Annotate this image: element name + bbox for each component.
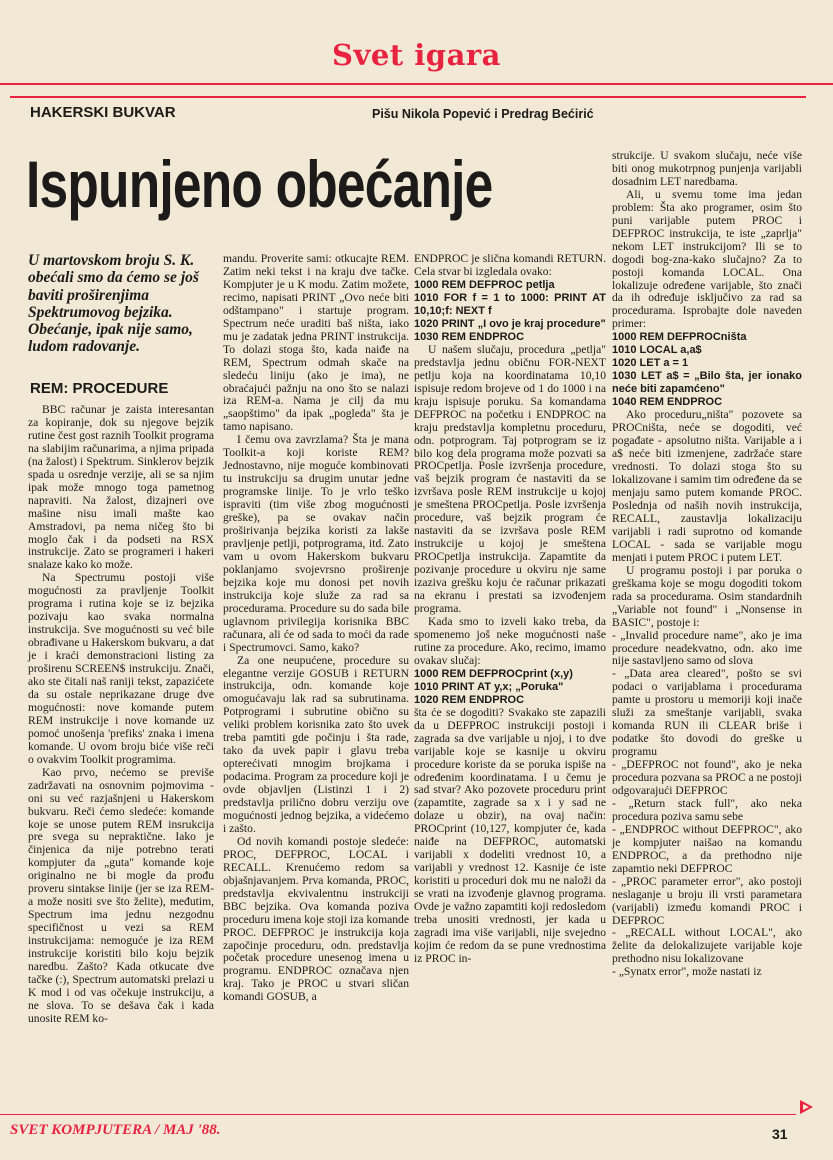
error-item: - „PROC parameter error", ako postoji neslaganje u broju ili vrsti parametara (varijabli) između komandi PROC i DEFPROC [612, 874, 802, 927]
code-listing-line: 1000 REM DEFPROCprint (x,y) [414, 667, 573, 680]
paragraph: Ako proceduru„ništa" pozovete sa PROCništa, neće se dogoditi, već pogađate - apsolutno ništa. Varijable a i a$ neće biti izmenjene, zadržaće stare vrednosti. To dolazi stoga što su lokalizovane i samim tim određene da se menjaju samo putem komande PROC. Poslednja od naših novih instrukcija, RECALL, zaustavlja lokalizaciju varijabli i radi suprotno od komande LOCAL - sada se varijable mogu menjati i putem PROC i putem LET. [612, 408, 802, 564]
error-item: - „Synatx error", može nastati iz [612, 965, 762, 979]
paragraph: mandu. Proverite sami: otkucajte REM. Zatim neki tekst i na kraju dve tačke. Kompjuter je u K modu. Zatim možete, recimo, napisati PRINT „Ovo neće biti odštampano" i startuje program. Spectrum neće uraditi baš ništa, iako mu je zadatak jedna PRINT instrukcija. To dolazi stoga što, kada naiđe na REM, Spectrum odmah skače na sledeću liniju (ako je ima), ne obraćajući pažnju na ono što se nalazi iza REM-a. Nama je cilj da mu „saopštimo" da ipak „pogleda" šta je tamo napisano. [223, 252, 409, 434]
code-listing-line: 1000 REM DEFPROCništa [612, 331, 747, 344]
error-item: - „Data area cleared", pošto se svi podaci o varijablama i procedurama pamte u prostoru u memoriji koji inače služi za smeštanje varijabli, svaka komanda RUN ili CLEAR briše i podatke što dovodi do greške u programu [612, 667, 802, 759]
footer-magazine: SVET KOMPJUTERA / MAJ '88. [10, 1122, 221, 1138]
paragraph: U programu postoji i par poruka o greškama koje se mogu dogoditi tokom rada sa procedurama. Osim standardnih „Variable not found" i „Nonsense in BASIC", postoje i: [612, 563, 802, 629]
author-byline: Pišu Nikola Popević i Predrag Bećirić [372, 107, 594, 121]
code-listing-line: 1000 REM DEFPROC petlja [414, 278, 555, 291]
paragraph: strukcije. U svakom slučaju, neće više biti onog mukotrpnog punjenja varijabli dosadnim LET naredbama. [612, 149, 802, 188]
subheading: REM: PROCEDURE [30, 380, 169, 397]
paragraph: I čemu ova zavrzlama? Šta je mana Toolkit-a koji koriste REM? Jednostavno, nije moguće kombinovati tu instrukciju sa drugim unutar jedne programske linije. To je vrlo teško ispraviti (tim više zbog mogućnosti greške), pa se ovakav način proširivanja bejzika koristi za lakše pravljenje petlji, potprograma, itd. Zato vam u ovom Hakerskom bukvaru poklanjamo svojevrsno proširenje bejzika koje mu donosi pet novih instrukcija koje služe za rad sa procedurama. Procedure su do sada bile uglavnom privilegija korisnika BBC računara, ali će od sada to moći da rade i Spectrumovci. Samo, kako? [223, 433, 409, 654]
paragraph: šta će se dogoditi? Svakako ste zapazili da u DEFPROC instrukciji postoji i zagrada sa dve varijable u njoj, i to dve varijable koje se kasnije u okviru procedure koriste da se poruka ispiše na određenim koordinatama. I u čemu je sad stvar? Ako pozovete proceduru print (zapamtite, zagrade sa x i y sad ne dolaze u obzir), na ovaj način: PROCprint (10,127, kompjuter će, kada naiđe na DEFPROC, automatski varijabli x dodeliti vrednost 10, a varijabli y vrednost 12. Kasnije će iste koristiti u proceduri dok mu ne naloži da se vrati na izvođenje glavnog programa. Ovde je važno zapamtiti koji redosledom treba unositi vrednosti, jer kada u zagradi ima više varijabli, nije svejedno kojim će redom da se pune vrednostima iz PROC in- [414, 705, 606, 965]
column-2 [223, 253, 409, 1004]
page-number: 31 [772, 1126, 788, 1142]
code-listing-line: 1020 LET a = 1 [612, 357, 689, 370]
article-title: Ispunjeno obećanje [26, 147, 493, 221]
paragraph: Na Spectrumu postoji više mogućnosti za pravljenje Toolkit programa i rutina koje se iz bejzika pozivaju kao svaka normalna instrukcija. Sve mogućnosti su već bile obrađivane u Hakerskom bukvaru, a dat je i kraći demonstracioni listing za proširenu SCREEN$ instrukciju. Znači, ako ste čitali naš raniji tekst, zapazićete da su ostale neprikazane druge dve mogućnosti: nove komande putem REM instrukcije i nove komande uz pomoć unošenja 'prefiks' znaka i imena komande. U ovom broju biće više reči o ovakvim Toolkit programima. [28, 571, 214, 766]
code-listing-line: 1040 REM ENDPROC [612, 396, 723, 409]
code-listing-line: 1010 FOR f = 1 to 1000: PRINT AT 10,10;f: NEXT f [414, 291, 610, 317]
column-3 [414, 252, 610, 966]
footer-rule [0, 1114, 796, 1115]
rubric-rule-bottom [10, 96, 806, 98]
paragraph: Ali, u svemu tome ima jedan problem: Šta ako programer, osim što puni varijable putem PROC i DEFPROC instrukcija, te iste „zaprlja" nekom LET instrukcijom? Ili se to dogodi bog-zna-kako slučajno? Za to postoji komanda LOCAL. Ona lokalizuje određene varijable, što znači da ih određuje isključivo za rad sa procedurama. Isprobajte dole naveden primer: [612, 187, 802, 331]
error-item: - „RECALL without LOCAL", ako želite da delokalizujete varijable koje prethodno nisu lokalizovane [612, 926, 802, 966]
error-item: - „DEFPROC not found", ako je neka procedura pozvana sa PROC a ne postoji odgovarajući DEFPROC [612, 758, 802, 797]
code-listing-line: 1010 LOCAL a,a$ [612, 344, 702, 357]
paragraph: ENDPROC je slična komandi RETURN. Cela stvar bi izgledala ovako: [414, 252, 606, 278]
paragraph: Kada smo to izveli kako treba, da spomenemo još neke mogućnosti naše rutine za procedure. Ako, recimo, imamo ovakav slučaj: [414, 614, 606, 667]
code-listing-line: 1030 REM ENDPROC [414, 330, 525, 343]
column-4 [612, 149, 806, 979]
code-listing-line: 1030 LET a$ = „Bilo šta, jer ionako neće biti zapamćeno" [612, 370, 806, 396]
paragraph: Od novih komandi postoje sledeće: PROC, DEFPROC, LOCAL i RECALL. Krenućemo redom sa objašnjavanjem. Prva komanda, PROC, predstavlja ekvivalentnu instrukciji BBC bejzika. Ova komanda poziva proceduru imena koje stoji iza komande PROC. DEFPROC je instrukcija koja započinje proceduru, odn. predstavlja početak procedure unesenog imena u programu. ENDPROC označava njen kraj. Tako je PROC u stvari sličan komandi GOSUB, a [223, 834, 409, 1004]
paragraph: Za one neupućene, procedure su elegantne verzije GOSUB i RETURN instrukcija, odn. komande koje omogućavaju lak rad sa subrutinama. Potprogrami i subrutine obično su veliki problem korisnika zato što uvek treba pamtiti gde počinju i šta rade, tako da uvek papir i glavu treba opterećivati mnogim brojkama i podacima. Program za procedure koji je ovde objavljen (Listinzi 1 i 2) predstavlja prilično dobru verziju ove mogućnosti jednog bejzika, a videćemo i zašto. [223, 653, 409, 835]
paragraph: BBC računar je zaista interesantan za kopiranje, dok su njegove bejzik rutine čest gost raznih Toolkit programa na slabijim računarima, a njima pripada (na žalost) i Spektrum. Sinklerov bejzik spada u osrednje verzije, ali se sa njim ipak može mnogo toga pametnog napraviti. Na žalost, dizajneri ove mašine nisu imali mašte kao Amstradovi, pa nema ničeg što bi moglo čak i da podseti na RSX instrukcije. Zato se programeri i hakeri snalaze kako ko može. [28, 403, 214, 572]
article-lead: U martovskom broju S. K. obećali smo da ćemo se još baviti proširenjima Spektrumovog bejzika. Obećanje, ipak nije samo, ludom radovanje. [28, 252, 199, 356]
code-listing-line: 1020 PRINT „I ovo je kraj procedure" [414, 317, 606, 330]
paragraph: U našem slučaju, procedura „petlja" predstavlja jednu običnu FOR-NEXT petlju koja na koordinatama 10,10 ispisuje redom brojeve od 1 do 1000 i na kraju ispisuje poruku. Sa komandama DEFPROC na početku i ENDPROC na kraju predstavlja kompletnu proceduru, odn. potprogram. Taj potprogram se iz bilo kog dela programa može pozvati sa PROCpetlja. Posle izvršenja procedure, vaš bejzik program će nastaviti da se izvršava posle REM instrukcije u kojoj je smeštena PROCpetlja. Posle izvršenja procedure, vaš bejzik program će nastaviti da se izvršava posle REM instrukcije u kojoj je smeštena PROCpetlja instrukcija. Zapamtite da pozivanje procedure u okviru nje same izaziva grešku koju će računar prikazati na ekranu i prestati sa izvođenjem programa. [414, 342, 606, 615]
triangle-right-icon-inner [803, 1104, 809, 1110]
error-item: - „Return stack full", ako neka procedura poziva samu sebe [612, 796, 802, 823]
rubric-rule-top [0, 83, 833, 85]
code-listing-line: 1010 PRINT AT y,x; „Poruka" [414, 680, 564, 693]
paragraph: Kao prvo, nećemo se previše zadržavati na osnovnim pojmovima - oni su već razjašnjeni u Hakerskom bukvaru. Reči ćemo sledeće: komande koje se unose putem REM insrukcija pre svega su nepraktične. Iako je činjenica da nije potrebno terati kompjuter da „guta" komande koje originalno ne bi mogle da prođu proveru sintakse linije (jer se iza REM-a može nositi sve što želite), međutim, Spectrum ima jednu nezgodnu specifičnost u vezi sa REM instrukcijama: nemoguće je iza REM instrukcije koristiti bilo koju bejzik naredbu. Zašto? Kada otkucate dve tačke (:), Spectrum automatski prelazi u K mod i od vas očekuje instrukciju, a ne slova. To se dešava čak i kada unosite REM ko- [28, 765, 214, 1025]
rubric-title: Svet igara [332, 38, 501, 72]
error-item: - „Invalid procedure name", ako je ima procedure neadekvatno, odn. ako ime nije sastavljeno samo od slova [612, 628, 802, 668]
section-label: HAKERSKI BUKVAR [30, 104, 176, 121]
column-1 [28, 404, 214, 1026]
error-item: - „ENDPROC without DEFPROC", ako je kompjuter naišao na komandu ENDPROC, a da prethodno nije zapamtio neki DEFPROC [612, 822, 802, 875]
code-listing-line: 1020 REM ENDPROC [414, 693, 525, 706]
